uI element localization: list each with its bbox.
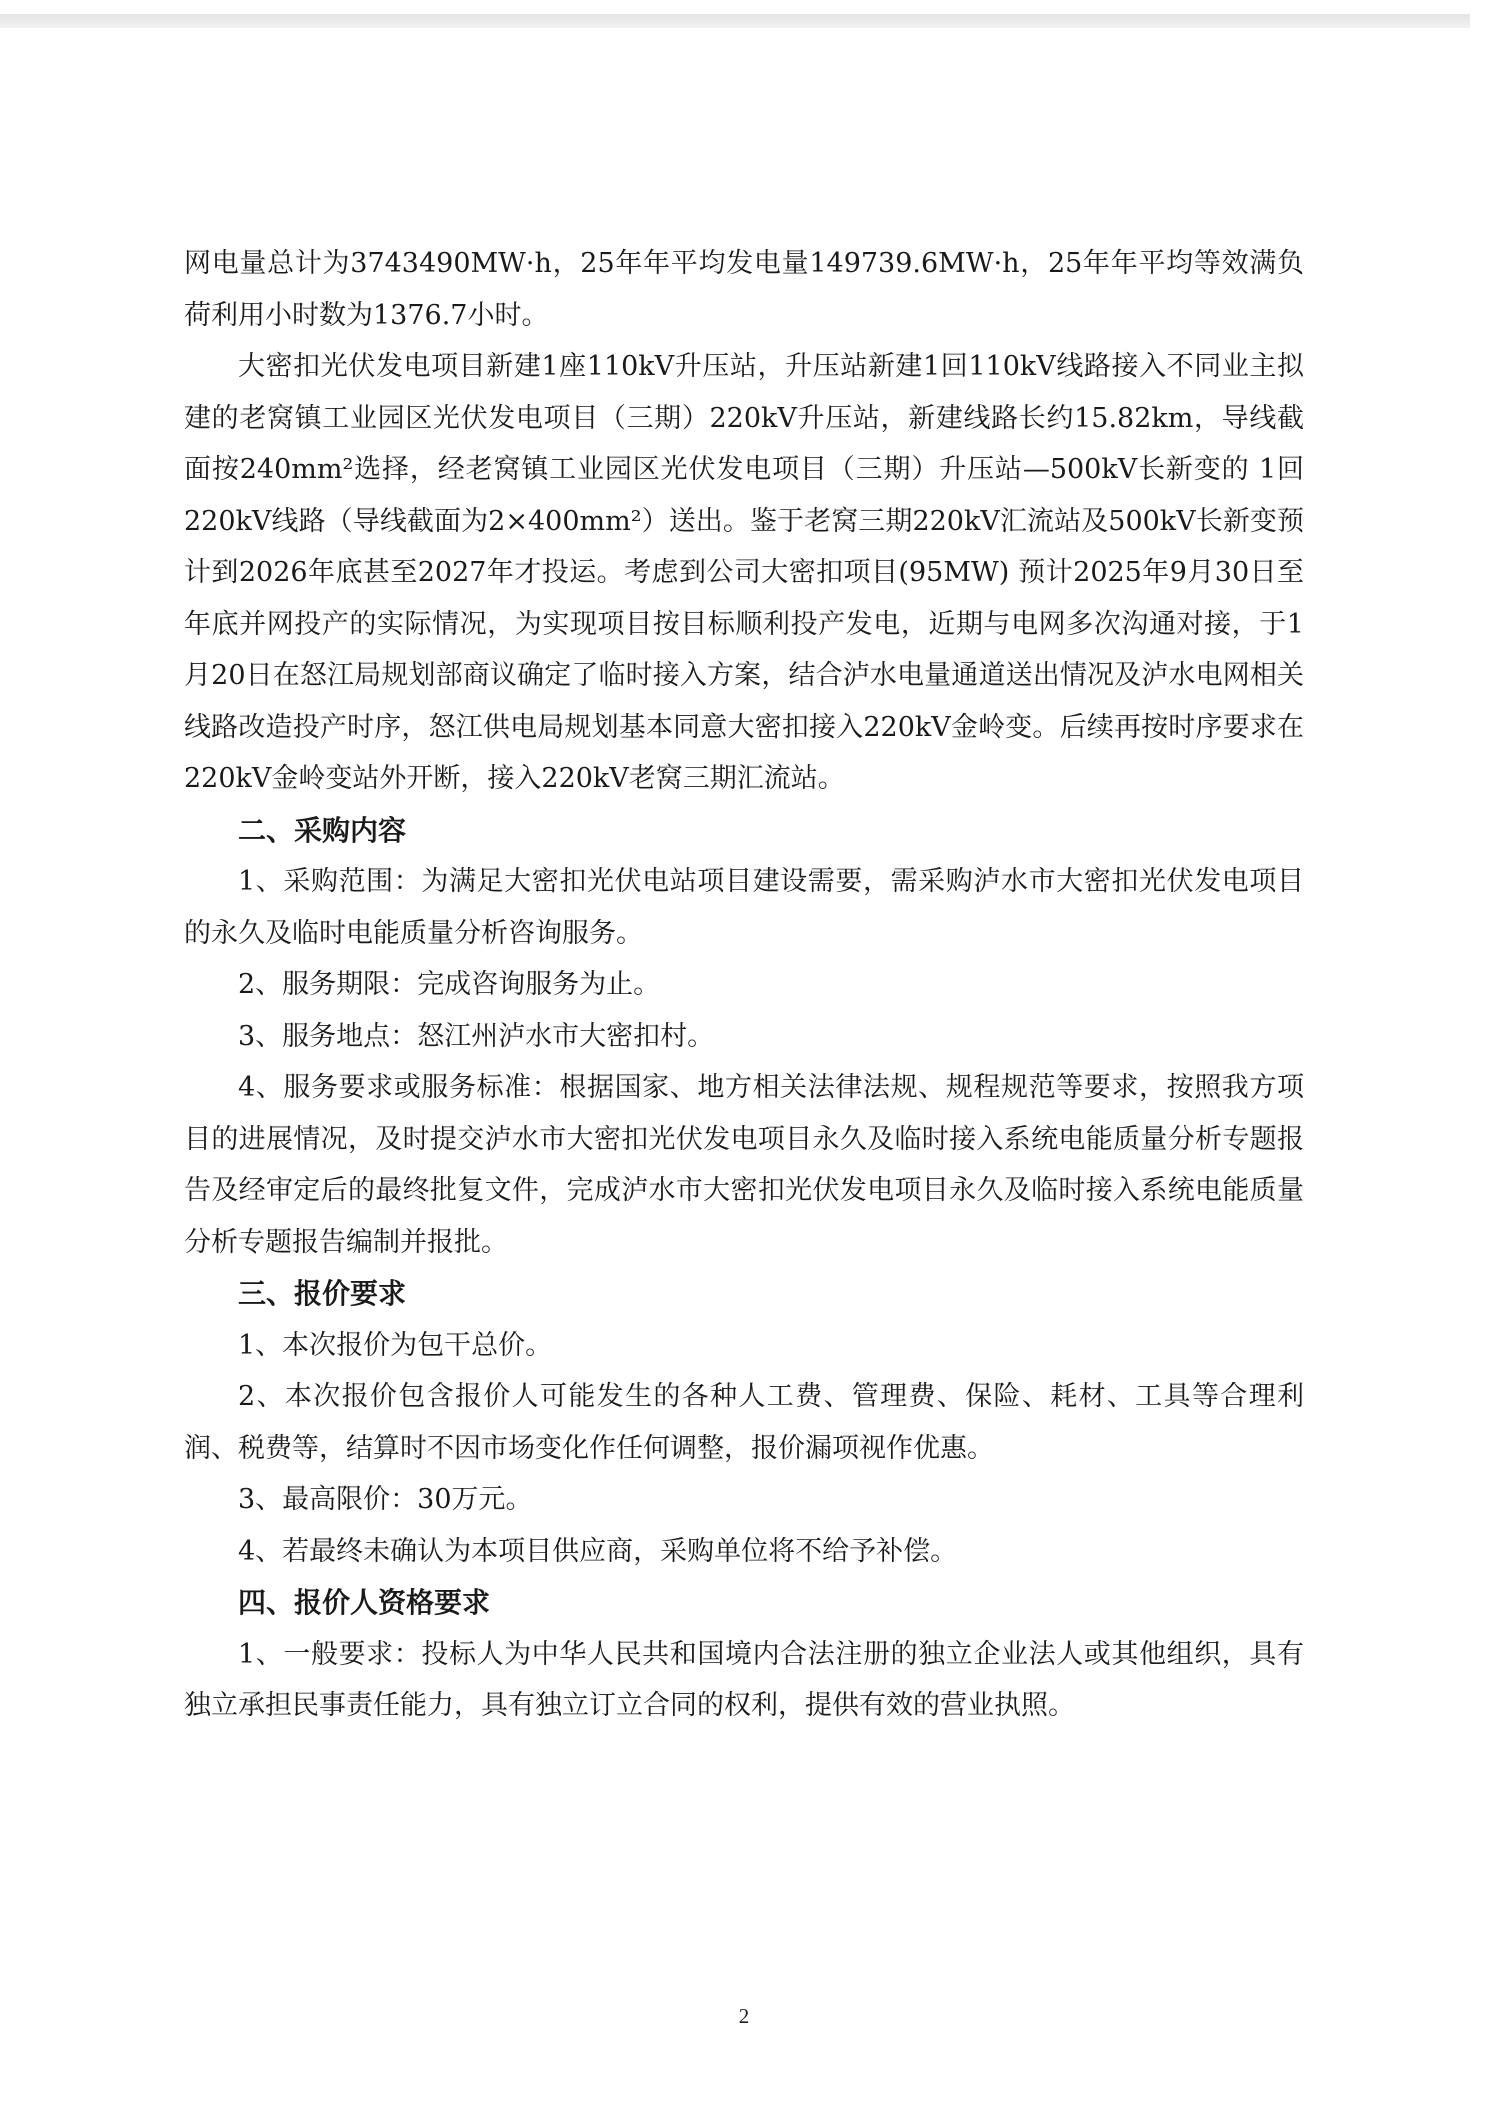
section-heading: 三、报价要求 bbox=[238, 1277, 407, 1310]
page-number: 2 bbox=[738, 2004, 750, 2028]
scan-edge-shadow bbox=[0, 14, 1470, 28]
paragraph: 网电量总计为3743490MW·h，25年年平均发电量149739.6MW·h，25年年平均等效满负荷利用小时数为1376.7小时。 bbox=[184, 248, 1304, 331]
paragraph: 1、采购范围：为满足大密扣光伏电站项目建设需要，需采购泸水市大密扣光伏发电项目的永久及临时电能质量分析咨询服务。 bbox=[184, 866, 1304, 949]
paragraph: 3、服务地点：怒江州泸水市大密扣村。 bbox=[238, 1020, 715, 1052]
section-heading: 二、采购内容 bbox=[238, 813, 407, 847]
paragraph: 3、最高限价：30万元。 bbox=[238, 1484, 533, 1515]
paragraph: 2、服务期限：完成咨询服务为止。 bbox=[238, 969, 661, 1000]
paragraph: 2、本次报价包含报价人可能发生的各种人工费、管理费、保险、耗材、工具等合理利润、税费等，结算时不因市场变化作任何调整，报价漏项视作优惠。 bbox=[184, 1381, 1304, 1464]
paragraph: 大密扣光伏发电项目新建1座110kV升压站，升压站新建1回110kV线路接入不同业主拟建的老窝镇工业园区光伏发电项目（三期）220kV升压站，新建线路长约15.82km，导线截面按240mm²选择，经老窝镇工业园区光伏发电项目（三期）升压站—500kV长新变的 1回220kV线路（导线截面为2×400mm²）送出。鉴于老窝三期220kV汇流站及500kV长新变预计到2026年底甚至2027年才投运。考虑到公司大密扣项目(95MW) 预计2025年9月30日至年底并网投产的实际情况，为实现项目按目标顺利投产发电，近期与电网多次沟通对接，于1月20日在怒江局规划部商议确定了临时接入方案，结合泸水电量通道送出情况及泸水电网相关线路改造投产时序，怒江供电局规划基本同意大密扣接入220kV金岭变。后续再按时序要求在220kV金岭变站外开断，接入220kV老窝三期汇流站。 bbox=[184, 351, 1304, 794]
document-body bbox=[184, 238, 1304, 1732]
section-heading: 四、报价人资格要求 bbox=[238, 1586, 491, 1619]
paragraph: 4、服务要求或服务标准：根据国家、地方相关法律法规、规程规范等要求，按照我方项目的进展情况，及时提交泸水市大密扣光伏发电项目永久及临时接入系统电能质量分析专题报告及经审定后的最终批复文件，完成泸水市大密扣光伏发电项目永久及临时接入系统电能质量分析专题报告编制并报批。 bbox=[184, 1072, 1304, 1258]
paragraph: 1、一般要求：投标人为中华人民共和国境内合法注册的独立企业法人或其他组织，具有独立承担民事责任能力，具有独立订立合同的权利，提供有效的营业执照。 bbox=[184, 1638, 1304, 1721]
paragraph: 4、若最终未确认为本项目供应商，采购单位将不给予补偿。 bbox=[238, 1535, 958, 1567]
paragraph: 1、本次报价为包干总价。 bbox=[238, 1329, 553, 1361]
